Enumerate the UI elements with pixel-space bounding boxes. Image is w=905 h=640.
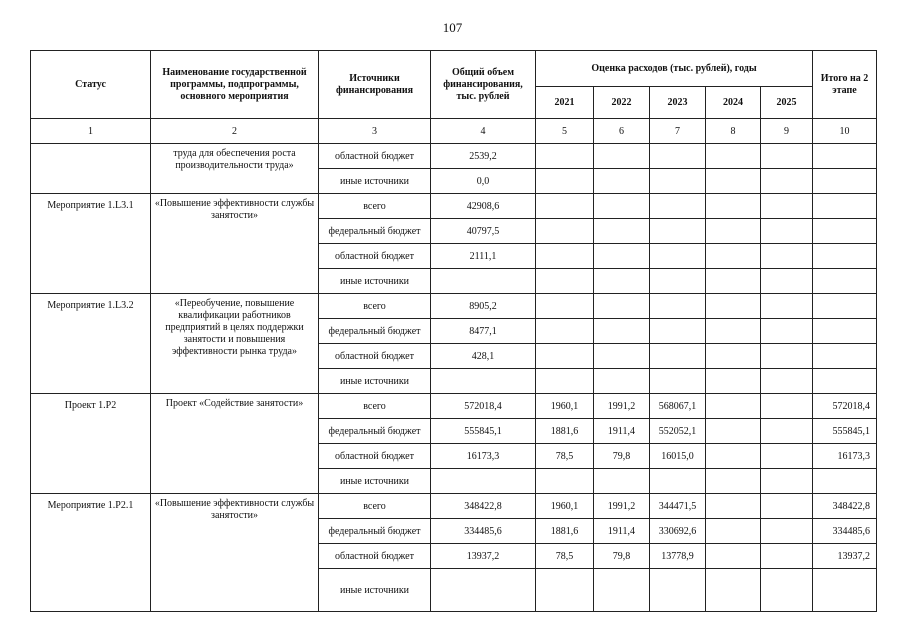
year-2021-cell [536, 144, 594, 169]
year-2022-cell [594, 319, 650, 344]
year-2025-cell [761, 219, 813, 244]
year-2025-cell [761, 394, 813, 419]
source-cell: федеральный бюджет [319, 319, 431, 344]
header-sources: Источники финансирования [319, 51, 431, 119]
status-cell: Мероприятие 1.Р2.1 [31, 494, 151, 612]
year-2021-cell [536, 269, 594, 294]
stage-total-cell: 13937,2 [813, 544, 877, 569]
source-cell: федеральный бюджет [319, 419, 431, 444]
year-2022-cell [594, 269, 650, 294]
year-2025-cell [761, 519, 813, 544]
year-2021-cell [536, 344, 594, 369]
column-number-row [31, 119, 877, 144]
year-2022-cell: 1991,2 [594, 394, 650, 419]
stage-total-cell [813, 269, 877, 294]
column-number: 2 [151, 119, 319, 144]
header-status: Статус [31, 51, 151, 119]
program-name-cell: Проект «Содействие занятости» [151, 394, 319, 494]
header-year: 2022 [594, 87, 650, 119]
header-estimate: Оценка расходов (тыс. рублей), годы [536, 51, 813, 87]
header-year: 2025 [761, 87, 813, 119]
total-cell: 555845,1 [431, 419, 536, 444]
year-2022-cell: 1991,2 [594, 494, 650, 519]
year-2025-cell [761, 319, 813, 344]
source-cell: иные источники [319, 569, 431, 612]
source-cell: иные источники [319, 269, 431, 294]
year-2021-cell [536, 569, 594, 612]
column-number: 8 [706, 119, 761, 144]
program-name-cell: труда для обеспечения роста производительности труда» [151, 144, 319, 194]
column-number: 6 [594, 119, 650, 144]
year-2024-cell [706, 469, 761, 494]
year-2024-cell [706, 544, 761, 569]
year-2022-cell [594, 469, 650, 494]
year-2024-cell [706, 244, 761, 269]
year-2025-cell [761, 344, 813, 369]
year-2024-cell [706, 569, 761, 612]
column-number: 10 [813, 119, 877, 144]
year-2023-cell [650, 344, 706, 369]
year-2025-cell [761, 294, 813, 319]
stage-total-cell: 16173,3 [813, 444, 877, 469]
year-2025-cell [761, 494, 813, 519]
year-2024-cell [706, 219, 761, 244]
year-2021-cell [536, 194, 594, 219]
source-cell: федеральный бюджет [319, 219, 431, 244]
year-2022-cell: 79,8 [594, 444, 650, 469]
year-2023-cell [650, 294, 706, 319]
year-2023-cell [650, 144, 706, 169]
total-cell: 2539,2 [431, 144, 536, 169]
year-2021-cell [536, 244, 594, 269]
stage-total-cell [813, 369, 877, 394]
year-2025-cell [761, 169, 813, 194]
year-2024-cell [706, 494, 761, 519]
year-2023-cell [650, 469, 706, 494]
total-cell: 0,0 [431, 169, 536, 194]
source-cell: иные источники [319, 469, 431, 494]
program-name-cell: «Повышение эффективности службы занятости» [151, 494, 319, 612]
source-cell: всего [319, 194, 431, 219]
year-2024-cell [706, 194, 761, 219]
year-2022-cell [594, 244, 650, 269]
total-cell: 40797,5 [431, 219, 536, 244]
year-2022-cell: 1911,4 [594, 519, 650, 544]
source-cell: федеральный бюджет [319, 519, 431, 544]
year-2023-cell: 13778,9 [650, 544, 706, 569]
column-number: 4 [431, 119, 536, 144]
header-year: 2021 [536, 87, 594, 119]
year-2022-cell [594, 144, 650, 169]
program-name-cell: «Переобучение, повышение квалификации работников предприятий в целях поддержки занятости и повышения эффективности рынка труда» [151, 294, 319, 394]
year-2023-cell [650, 269, 706, 294]
stage-total-cell [813, 569, 877, 612]
total-cell: 8905,2 [431, 294, 536, 319]
total-cell: 42908,6 [431, 194, 536, 219]
table-row [31, 144, 877, 169]
column-number: 3 [319, 119, 431, 144]
stage-total-cell: 348422,8 [813, 494, 877, 519]
year-2021-cell: 78,5 [536, 444, 594, 469]
table-row [31, 394, 877, 419]
year-2024-cell [706, 144, 761, 169]
year-2023-cell: 330692,6 [650, 519, 706, 544]
source-cell: областной бюджет [319, 144, 431, 169]
year-2022-cell [594, 169, 650, 194]
status-cell: Мероприятие 1.L3.2 [31, 294, 151, 394]
program-name-cell: «Повышение эффективности службы занятости» [151, 194, 319, 294]
total-cell: 428,1 [431, 344, 536, 369]
total-cell: 2111,1 [431, 244, 536, 269]
total-cell [431, 569, 536, 612]
total-cell [431, 369, 536, 394]
source-cell: областной бюджет [319, 544, 431, 569]
source-cell: областной бюджет [319, 344, 431, 369]
year-2024-cell [706, 419, 761, 444]
year-2022-cell [594, 569, 650, 612]
year-2022-cell: 79,8 [594, 544, 650, 569]
year-2023-cell [650, 194, 706, 219]
year-2021-cell: 1960,1 [536, 394, 594, 419]
year-2021-cell [536, 319, 594, 344]
year-2023-cell: 552052,1 [650, 419, 706, 444]
total-cell: 348422,8 [431, 494, 536, 519]
year-2022-cell [594, 344, 650, 369]
year-2025-cell [761, 244, 813, 269]
total-cell [431, 469, 536, 494]
year-2024-cell [706, 344, 761, 369]
year-2023-cell [650, 169, 706, 194]
budget-table [30, 50, 877, 612]
stage-total-cell: 334485,6 [813, 519, 877, 544]
column-number: 1 [31, 119, 151, 144]
year-2023-cell [650, 369, 706, 394]
stage-total-cell [813, 294, 877, 319]
year-2024-cell [706, 444, 761, 469]
year-2021-cell: 1881,6 [536, 419, 594, 444]
year-2025-cell [761, 194, 813, 219]
total-cell: 13937,2 [431, 544, 536, 569]
table-row [31, 494, 877, 519]
stage-total-cell [813, 169, 877, 194]
year-2025-cell [761, 144, 813, 169]
year-2024-cell [706, 169, 761, 194]
header-year: 2023 [650, 87, 706, 119]
year-2025-cell [761, 469, 813, 494]
header-year: 2024 [706, 87, 761, 119]
total-cell: 334485,6 [431, 519, 536, 544]
year-2025-cell [761, 569, 813, 612]
stage-total-cell: 555845,1 [813, 419, 877, 444]
page-number: 107 [442, 20, 463, 35]
status-cell: Мероприятие 1.L3.1 [31, 194, 151, 294]
stage-total-cell [813, 194, 877, 219]
year-2021-cell: 1960,1 [536, 494, 594, 519]
year-2025-cell [761, 269, 813, 294]
year-2021-cell [536, 294, 594, 319]
total-cell [431, 269, 536, 294]
stage-total-cell [813, 219, 877, 244]
header-total: Общий объем финансирования, тыс. рублей [431, 51, 536, 119]
year-2024-cell [706, 319, 761, 344]
year-2025-cell [761, 544, 813, 569]
year-2023-cell [650, 569, 706, 612]
year-2024-cell [706, 369, 761, 394]
stage-total-cell [813, 144, 877, 169]
table-row [31, 194, 877, 219]
table-row [31, 294, 877, 319]
year-2021-cell [536, 219, 594, 244]
year-2021-cell [536, 169, 594, 194]
year-2024-cell [706, 519, 761, 544]
year-2023-cell: 16015,0 [650, 444, 706, 469]
year-2023-cell: 568067,1 [650, 394, 706, 419]
total-cell: 16173,3 [431, 444, 536, 469]
year-2024-cell [706, 294, 761, 319]
stage-total-cell [813, 469, 877, 494]
total-cell: 8477,1 [431, 319, 536, 344]
year-2022-cell [594, 194, 650, 219]
year-2024-cell [706, 394, 761, 419]
stage-total-cell: 572018,4 [813, 394, 877, 419]
year-2022-cell [594, 369, 650, 394]
source-cell: иные источники [319, 169, 431, 194]
year-2022-cell [594, 294, 650, 319]
column-number: 9 [761, 119, 813, 144]
stage-total-cell [813, 244, 877, 269]
year-2022-cell: 1911,4 [594, 419, 650, 444]
year-2021-cell [536, 469, 594, 494]
source-cell: всего [319, 394, 431, 419]
source-cell: областной бюджет [319, 444, 431, 469]
year-2023-cell [650, 219, 706, 244]
stage-total-cell [813, 344, 877, 369]
year-2025-cell [761, 444, 813, 469]
year-2025-cell [761, 419, 813, 444]
column-number: 7 [650, 119, 706, 144]
source-cell: всего [319, 294, 431, 319]
source-cell: областной бюджет [319, 244, 431, 269]
year-2022-cell [594, 219, 650, 244]
total-cell: 572018,4 [431, 394, 536, 419]
column-number: 5 [536, 119, 594, 144]
source-cell: иные источники [319, 369, 431, 394]
year-2021-cell: 78,5 [536, 544, 594, 569]
year-2023-cell [650, 244, 706, 269]
stage-total-cell [813, 319, 877, 344]
header-name: Наименование государственной программы, подпрограммы, основного мероприятия [151, 51, 319, 119]
year-2025-cell [761, 369, 813, 394]
source-cell: всего [319, 494, 431, 519]
year-2023-cell [650, 319, 706, 344]
year-2021-cell [536, 369, 594, 394]
status-cell: Проект 1.Р2 [31, 394, 151, 494]
status-cell [31, 144, 151, 194]
year-2021-cell: 1881,6 [536, 519, 594, 544]
year-2024-cell [706, 269, 761, 294]
header-stage-total: Итого на 2 этапе [813, 51, 877, 119]
year-2023-cell: 344471,5 [650, 494, 706, 519]
